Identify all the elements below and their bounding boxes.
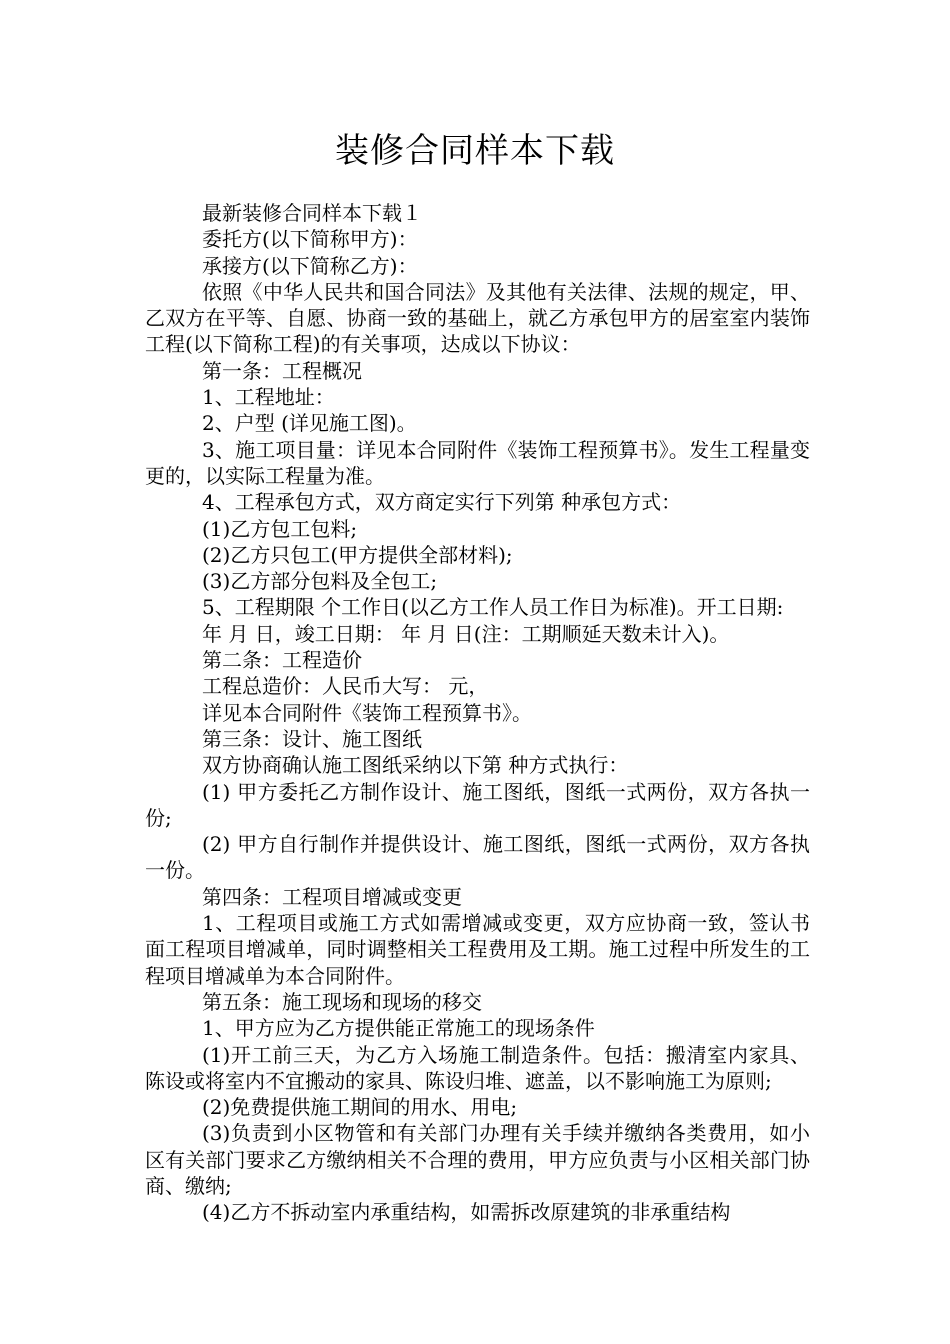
paragraph: 1、工程项目或施工方式如需增减或变更，双方应协商一致，签认书面工程项目增减单，同时调整相关工程费用及工期。施工过程中所发生的工程项目增减单为本合同附件。 <box>145 911 810 988</box>
paragraph: (3)负责到小区物管和有关部门办理有关手续并缴纳各类费用，如小区有关部门要求乙方缴纳相关不合理的费用，甲方应负责与小区相关部门协商、缴纳; <box>145 1121 810 1198</box>
paragraph: (2)免费提供施工期间的用水、用电; <box>202 1095 518 1120</box>
paragraph: 1、甲方应为乙方提供能正常施工的现场条件 <box>202 1016 595 1041</box>
paragraph: 详见本合同附件《装饰工程预算书》。 <box>202 700 532 725</box>
paragraph: (2)乙方只包工(甲方提供全部材料); <box>202 542 513 567</box>
paragraph: 5、工程期限 个工作日(以乙方工作人员工作日为标准)。开工日期: <box>202 595 784 620</box>
paragraph: 第四条：工程项目增减或变更 <box>202 884 462 909</box>
paragraph: 第二条：工程造价 <box>202 648 362 673</box>
paragraph: 第一条：工程概况 <box>202 358 362 383</box>
paragraph: 2、户型 (详见施工图)。 <box>202 411 417 436</box>
paragraph: 最新装修合同样本下载１ <box>202 201 422 225</box>
paragraph: 第五条：施工现场和现场的移交 <box>202 989 482 1014</box>
paragraph: (4)乙方不拆动室内承重结构，如需拆改原建筑的非承重结构 <box>202 1200 731 1225</box>
paragraph: 委托方(以下简称甲方)： <box>202 227 418 252</box>
paragraph: 1、工程地址： <box>202 385 335 410</box>
paragraph: 依照《中华人民共和国合同法》及其他有关法律、法规的规定，甲、乙双方在平等、自愿、协商一致的基础上，就乙方承包甲方的居室室内装饰工程(以下简称工程)的有关事项，达成以下协议： <box>145 279 810 357</box>
paragraph: 第三条：设计、施工图纸 <box>202 726 422 751</box>
paragraph: 工程总造价：人民币大写： 元， <box>202 674 489 699</box>
document-title: 装修合同样本下载 <box>335 131 615 171</box>
paragraph: (1)乙方包工包料; <box>202 516 358 541</box>
paragraph: 3、施工项目量：详见本合同附件《装饰工程预算书》。发生工程量变更的，以实际工程量为准。 <box>145 437 810 488</box>
paragraph: 4、工程承包方式，双方商定实行下列第 种承包方式： <box>202 490 682 515</box>
paragraph: 承接方(以下简称乙方)： <box>202 253 418 278</box>
paragraph: 双方协商确认施工图纸采纳以下第 种方式执行： <box>202 753 629 778</box>
paragraph: 年 月 日，竣工日期： 年 月 日(注：工期顺延天数未计入)。 <box>202 621 730 646</box>
paragraph: (3)乙方部分包料及全包工; <box>202 569 438 594</box>
document-body <box>145 200 810 1226</box>
paragraph: (1) 甲方委托乙方制作设计、施工图纸，图纸一式两份，双方各执一份; <box>145 779 810 830</box>
paragraph: (1)开工前三天，为乙方入场施工制造条件。包括：搬清室内家具、陈设或将室内不宜搬动的家具、陈设归堆、遮盖，以不影响施工为原则; <box>145 1042 810 1093</box>
paragraph: (2) 甲方自行制作并提供设计、施工图纸，图纸一式两份，双方各执一份。 <box>145 832 810 883</box>
